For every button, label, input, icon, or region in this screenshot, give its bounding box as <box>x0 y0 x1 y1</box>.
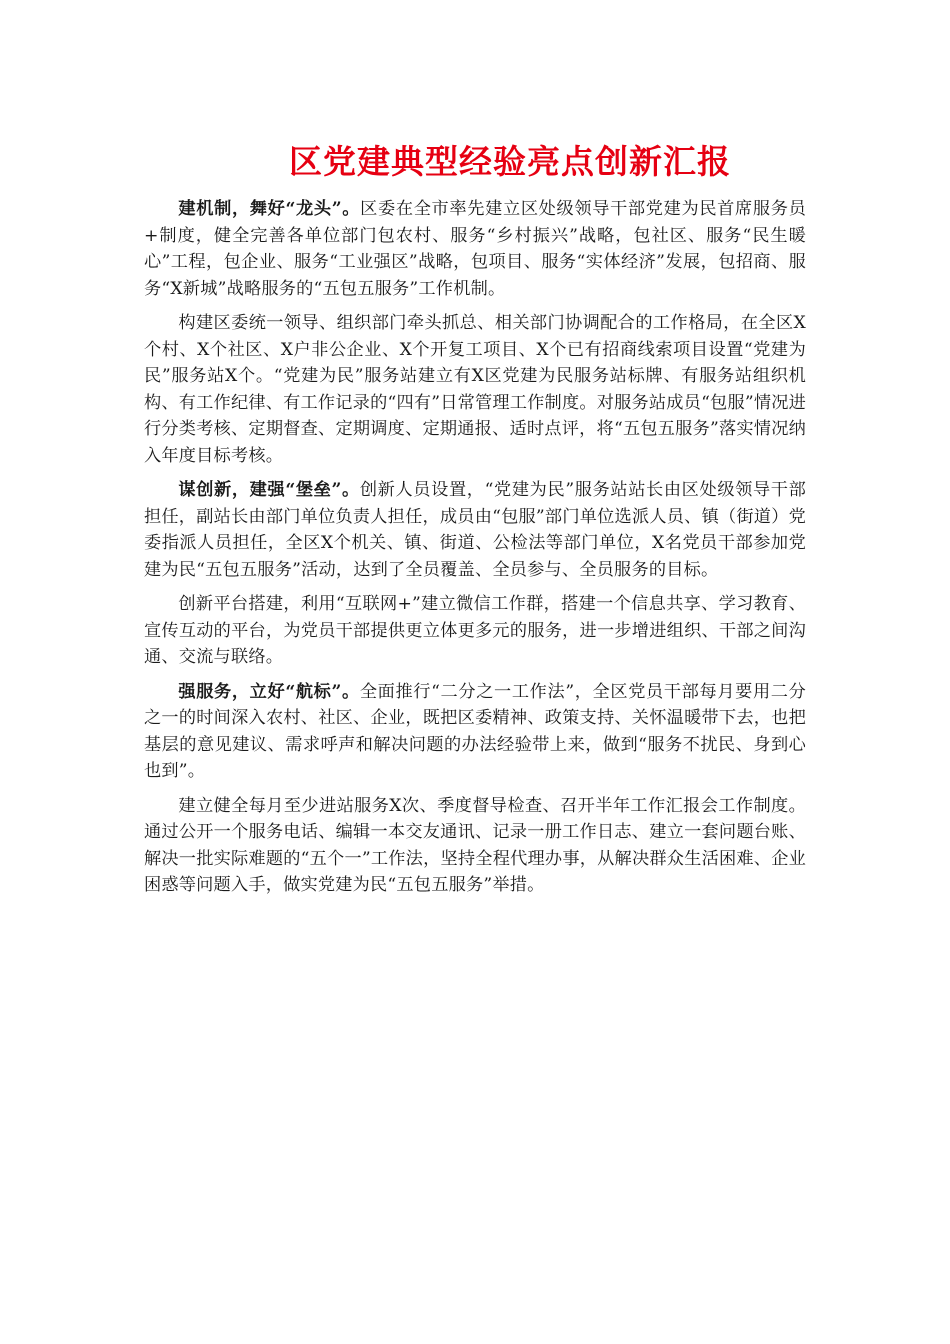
paragraph-text: 创新人员设置，“党建为民”服务站站长由区处级领导干部担任，副站长由部门单位负责人担任，成员由“包服”部门单位选派人员、镇（街道）党委指派人员担任，全区X个机关、镇、街道、公检法等部门单位，X名党员干部参加党建为民“五包五服务”活动，达到了全员覆盖、全员参与、全员服务的目标。 <box>144 480 806 580</box>
paragraph-text: 建立健全每月至少进站服务X次、季度督导检查、召开半年工作汇报会工作制度。通过公开一个服务电话、编辑一本交友通讯、记录一册工作日志、建立一套问题台账、解决一批实际难题的“五个一”工作法，坚持全程代理办事，从解决群众生活困难、企业困惑等问题入手，做实党建为民“五包五服务”举措。 <box>144 795 806 895</box>
paragraph-3 <box>144 477 806 583</box>
paragraph-text: 创新平台搭建，利用“互联网+”建立微信工作群，搭建一个信息共享、学习教育、宣传互动的平台，为党员干部提供更立体更多元的服务，进一步增进组织、干部之间沟通、交流与联络。 <box>144 594 806 667</box>
paragraph-text: 构建区委统一领导、组织部门牵头抓总、相关部门协调配合的工作格局，在全区X个村、X个社区、X户非公企业、X个开复工项目、X个已有招商线索项目设置“党建为民”服务站X个。“党建为民”服务站建立有X区党建为民服务站标牌、有服务站组织机构、有工作纪律、有工作记录的“四有”日常管理工作制度。对服务站成员“包服”情况进行分类考核、定期督查、定期调度、定期通报、适时点评，将“五包五服务”落实情况纳入年度目标考核。 <box>144 313 806 466</box>
paragraph-lead: 建机制，舞好“龙头”。 <box>178 199 361 219</box>
paragraph-5 <box>144 679 806 785</box>
document-title: 区党建典型经验亮点创新汇报 <box>289 142 731 181</box>
document-page <box>144 140 806 907</box>
paragraph-1 <box>144 196 806 302</box>
paragraph-4 <box>144 591 806 671</box>
paragraph-lead: 强服务，立好“航标”。 <box>178 681 360 702</box>
paragraph-6 <box>144 793 806 899</box>
paragraph-lead: 谋创新，建强“堡垒”。 <box>178 480 360 500</box>
paragraph-2 <box>144 310 806 469</box>
paragraph-text: 区委在全市率先建立区处级领导干部党建为民首席服务员+制度，健全完善各单位部门包农村、服务“乡村振兴”战略，包社区、服务“民生暖心”工程，包企业、服务“工业强区”战略，包项目、服务“实体经济”发展，包招商、服务“X新城”战略服务的“五包五服务”工作机制。 <box>144 199 806 299</box>
paragraph-text: 全面推行“二分之一工作法”，全区党员干部每月要用二分之一的时间深入农村、社区、企业，既把区委精神、政策支持、关怀温暖带下去，也把基层的意见建议、需求呼声和解决问题的办法经验带上来，做到“服务不扰民、身到心也到”。 <box>144 681 806 781</box>
